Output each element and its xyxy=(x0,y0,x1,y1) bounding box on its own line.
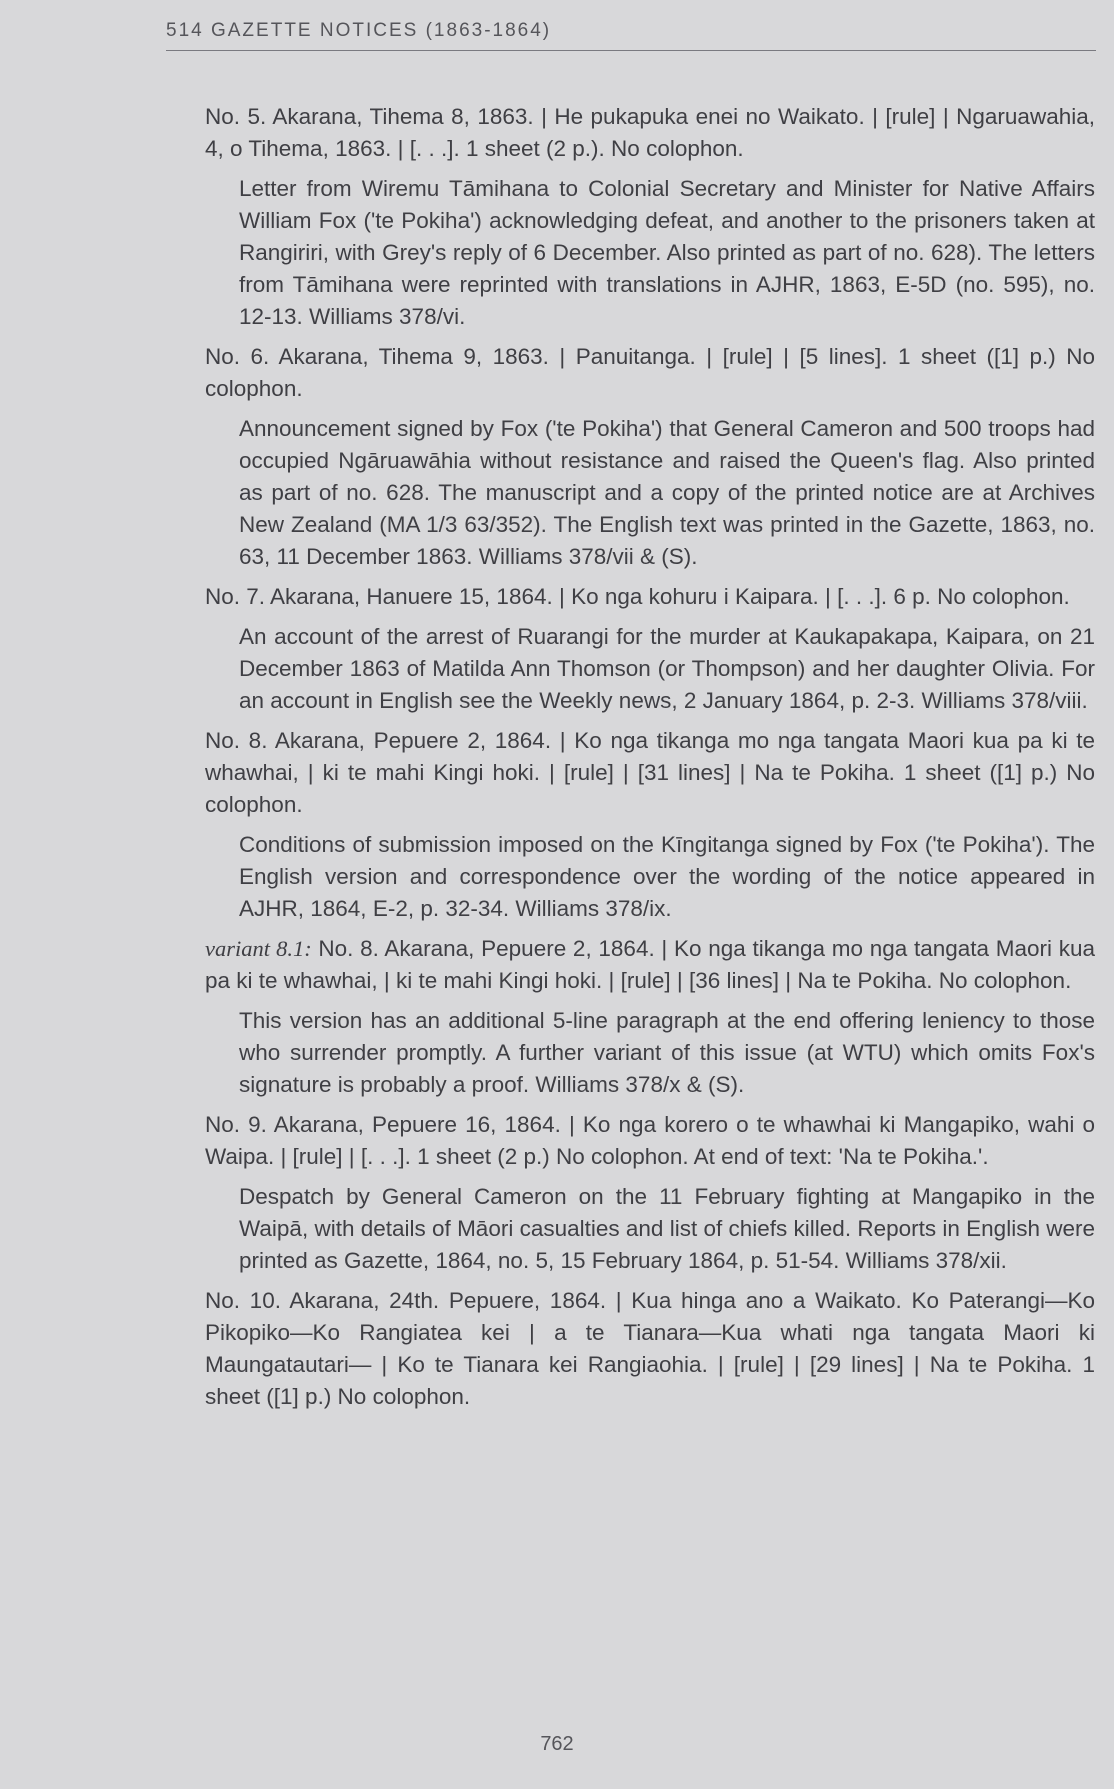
page-number: 762 xyxy=(540,1733,574,1755)
entry-no-7 xyxy=(205,581,1095,717)
entry-no-6 xyxy=(205,341,1095,573)
entry-note: An account of the arrest of Ruarangi for the murder at Kaukapakapa, Kaipara, on 21 December 1863 of Matilda Ann Thomson (or Thompson) and her daughter Olivia. For an account in English see the Weekly news, 2 January 1864, p. 2-3. Williams 378/viii. xyxy=(239,624,1095,713)
entry-heading: No. 10. Akarana, 24th. Pepuere, 1864. | Kua hinga ano a Waikato. Ko Paterangi—Ko Pikopiko—Ko Rangiatea kei | a te Tianara—Kua whati nga tangata Maori ki Maungatautari— | Ko te Tianara kei Rangiaohia. | [rule] | [29 lines] | Na te Pokiha. 1 sheet ([1] p.) No colophon. xyxy=(205,1288,1095,1409)
running-head: 514 GAZETTE NOTICES (1863-1864) xyxy=(166,20,1096,51)
entry-heading: No. 9. Akarana, Pepuere 16, 1864. | Ko nga korero o te whawhai ki Mangapiko, wahi o Waipa. | [rule] | [. . .]. 1 sheet (2 p.) No colophon. At end of text: 'Na te Pokiha.'. xyxy=(205,1112,1095,1169)
variant-heading-text: No. 8. Akarana, Pepuere 2, 1864. | Ko nga tikanga mo nga tangata Maori kua pa ki te whawhai, | ki te mahi Kingi hoki. | [rule] | [36 lines] | Na te Pokiha. No colophon. xyxy=(205,936,1095,993)
entry-no-10 xyxy=(205,1285,1095,1413)
entry-no-9 xyxy=(205,1109,1095,1277)
entry-no-5 xyxy=(205,101,1095,333)
entry-note: Despatch by General Cameron on the 11 February fighting at Mangapiko in the Waipā, with details of Māori casualties and list of chiefs killed. Reports in English were printed as Gazette, 1864, no. 5, 15 February 1864, p. 51-54. Williams 378/xii. xyxy=(239,1184,1095,1273)
bibliography-entries xyxy=(205,101,1095,1421)
entry-note: Conditions of submission imposed on the Kīngitanga signed by Fox ('te Pokiha'). The English version and correspondence over the wording of the notice appeared in AJHR, 1864, E-2, p. 32-34. Williams 378/ix. xyxy=(239,832,1095,921)
entry-no-8 xyxy=(205,725,1095,925)
entry-heading: No. 8. Akarana, Pepuere 2, 1864. | Ko nga tikanga mo nga tangata Maori kua pa ki te whawhai, | ki te mahi Kingi hoki. | [rule] | [31 lines] | Na te Pokiha. 1 sheet ([1] p.) No colophon. xyxy=(205,728,1095,817)
entry-variant-8-1 xyxy=(205,933,1095,1101)
entry-heading: No. 6. Akarana, Tihema 9, 1863. | Panuitanga. | [rule] | [5 lines]. 1 sheet ([1] p.) No colophon. xyxy=(205,344,1095,401)
variant-label: variant 8.1: xyxy=(205,936,312,961)
entry-note: This version has an additional 5-line paragraph at the end offering leniency to those who surrender promptly. A further variant of this issue (at WTU) which omits Fox's signature is probably a proof. Williams 378/x & (S). xyxy=(239,1008,1095,1097)
entry-note: Announcement signed by Fox ('te Pokiha') that General Cameron and 500 troops had occupied Ngāruawāhia without resistance and raised the Queen's flag. Also printed as part of no. 628. The manuscript and a copy of the printed notice are at Archives New Zealand (MA 1/3 63/352). The English text was printed in the Gazette, 1863, no. 63, 11 December 1863. Williams 378/vii & (S). xyxy=(239,416,1095,569)
entry-heading: No. 7. Akarana, Hanuere 15, 1864. | Ko nga kohuru i Kaipara. | [. . .]. 6 p. No colophon. xyxy=(205,584,1070,609)
entry-note: Letter from Wiremu Tāmihana to Colonial Secretary and Minister for Native Affairs William Fox ('te Pokiha') acknowledging defeat, and another to the prisoners taken at Rangiriri, with Grey's reply of 6 December. Also printed as part of no. 628). The letters from Tāmihana were reprinted with translations in AJHR, 1863, E-5D (no. 595), no. 12-13. Williams 378/vi. xyxy=(239,176,1095,329)
entry-heading: No. 5. Akarana, Tihema 8, 1863. | He pukapuka enei no Waikato. | [rule] | Ngaruawahia, 4, o Tihema, 1863. | [. . .]. 1 sheet (2 p.). No colophon. xyxy=(205,104,1095,161)
entry-heading xyxy=(205,933,1095,997)
